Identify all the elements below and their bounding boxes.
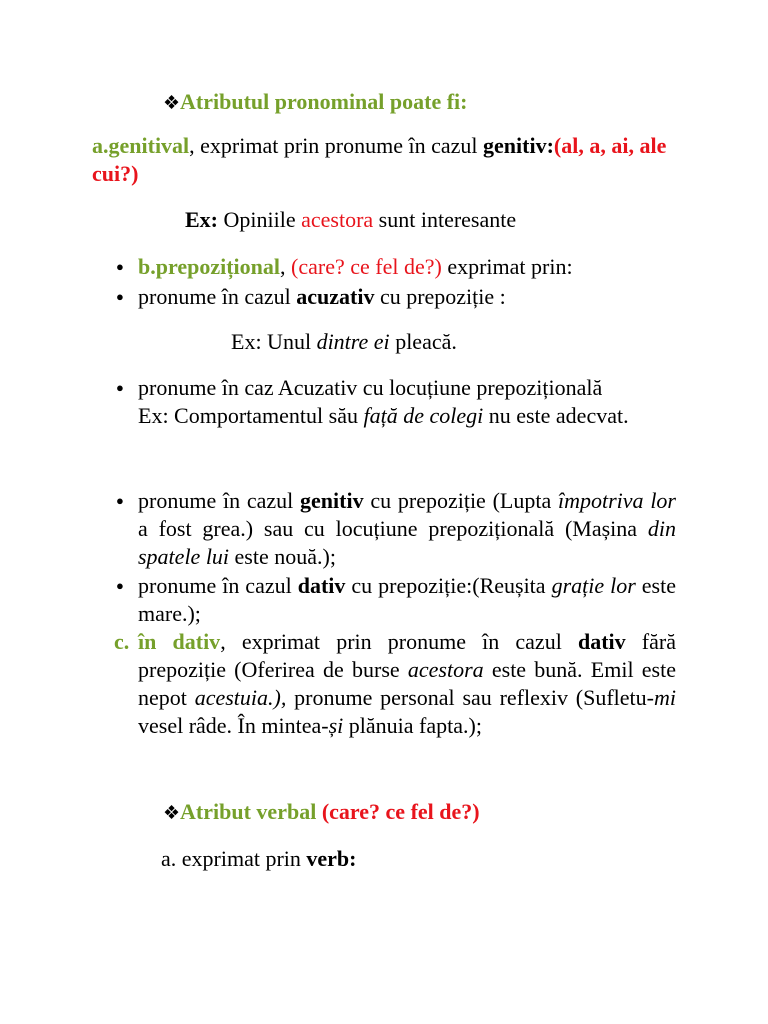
list-item-text: pronume în cazul [138, 488, 301, 513]
example-text: Ex: Unul [231, 329, 317, 354]
list-item-dativ [138, 572, 676, 628]
list-item-text-end: este mare.); [138, 573, 676, 626]
list-item-locutiune [138, 374, 676, 430]
item-c-italic-4: și [328, 713, 344, 738]
bullet-dot-icon: ● [116, 380, 124, 395]
list-item-italic-2: din spatele lui [138, 516, 676, 569]
list-item-text: pronume în caz Acuzativ cu locuțiune prepozițională [138, 375, 603, 400]
list-item-acuzativ [138, 283, 678, 311]
example-text-end: sunt interesante [373, 207, 517, 232]
item-b-prepozitional [138, 253, 678, 281]
item-b-question: (care? ce fel de?) [291, 254, 442, 279]
item-c-text-2: fără prepoziție (Oferirea de burse [138, 629, 676, 682]
item-c-text-end: plănuia fapta.); [343, 713, 482, 738]
list-item-bold: dativ [297, 573, 346, 598]
heading-text: Atributul pronominal poate fi: [180, 89, 468, 114]
item-a-text: , exprimat prin pronume în cazul [189, 133, 484, 158]
item-c-text-3: este bună. Emil este nepot [138, 657, 676, 710]
list-item-text-end: este nouă.); [229, 544, 336, 569]
item-verb-text: a. exprimat prin [161, 846, 307, 871]
four-diamonds-icon: ❖ [163, 93, 181, 114]
list-item-bold: acuzativ [296, 284, 375, 309]
example-italic: dintre ei [316, 329, 390, 354]
item-a-genitival [92, 132, 680, 188]
bullet-dot-icon: ● [116, 289, 124, 304]
heading-question: (care? ce fel de?) [316, 799, 480, 824]
example-text-end: nu este adecvat. [483, 403, 629, 428]
section-heading-pronominal [163, 88, 723, 118]
item-c-italic-2: acestuia.), [194, 685, 287, 710]
list-item-text-3: a fost grea.) sau cu locuțiune prepozițională (Mașina [138, 516, 648, 541]
example-text: Ex: Comportamentul său [138, 403, 364, 428]
bullet-dot-icon: ● [116, 493, 124, 508]
list-item-italic: grație lor [551, 573, 636, 598]
item-a-bold: genitiv: [483, 133, 554, 158]
item-b-text: , [280, 254, 292, 279]
list-item-italic: împotriva lor [558, 488, 676, 513]
example-highlight: acestora [301, 207, 374, 232]
item-c-italic-3: mi [654, 685, 676, 710]
list-item-text-2: cu prepoziție:(Reușita [345, 573, 552, 598]
list-item-genitiv [138, 487, 676, 571]
example-2 [231, 328, 681, 356]
item-c-bold: dativ [577, 629, 626, 654]
item-b-label: b.prepozițional [138, 254, 281, 279]
list-item-text: pronume în cazul [138, 284, 297, 309]
example-1 [185, 206, 685, 234]
example-label: Ex: [185, 207, 218, 232]
item-c-text-5: vesel râde. În mintea- [138, 713, 329, 738]
item-verb [161, 845, 661, 873]
list-item-text-end: cu prepoziție : [374, 284, 506, 309]
example-italic: față de colegi [363, 403, 484, 428]
four-diamonds-icon: ❖ [163, 803, 181, 824]
item-a-label: a.genitival [92, 133, 190, 158]
item-c-text-4: pronume personal sau reflexiv (Sufletu- [286, 685, 654, 710]
item-c-text: , exprimat prin pronume în cazul [220, 629, 578, 654]
item-c-number: c. [114, 629, 130, 654]
list-item-bold: genitiv [300, 488, 364, 513]
example-text: Opiniile [218, 207, 302, 232]
list-item-example [138, 402, 676, 430]
bullet-dot-icon: ● [116, 259, 124, 274]
heading-text: Atribut verbal [180, 799, 317, 824]
section-heading-verbal [163, 798, 723, 828]
example-text-end: pleacă. [389, 329, 457, 354]
list-item-text-2: cu prepoziție (Lupta [363, 488, 558, 513]
bullet-dot-icon: ● [116, 578, 124, 593]
item-c-label: în dativ [138, 629, 221, 654]
item-c-dativ [138, 628, 676, 740]
item-b-text-end: exprimat prin: [441, 254, 573, 279]
item-verb-bold: verb: [306, 846, 357, 871]
item-a-question: (al, a, ai, ale cui?) [92, 133, 667, 186]
item-c-italic: acestora [407, 657, 484, 682]
list-item-text: pronume în cazul [138, 573, 298, 598]
